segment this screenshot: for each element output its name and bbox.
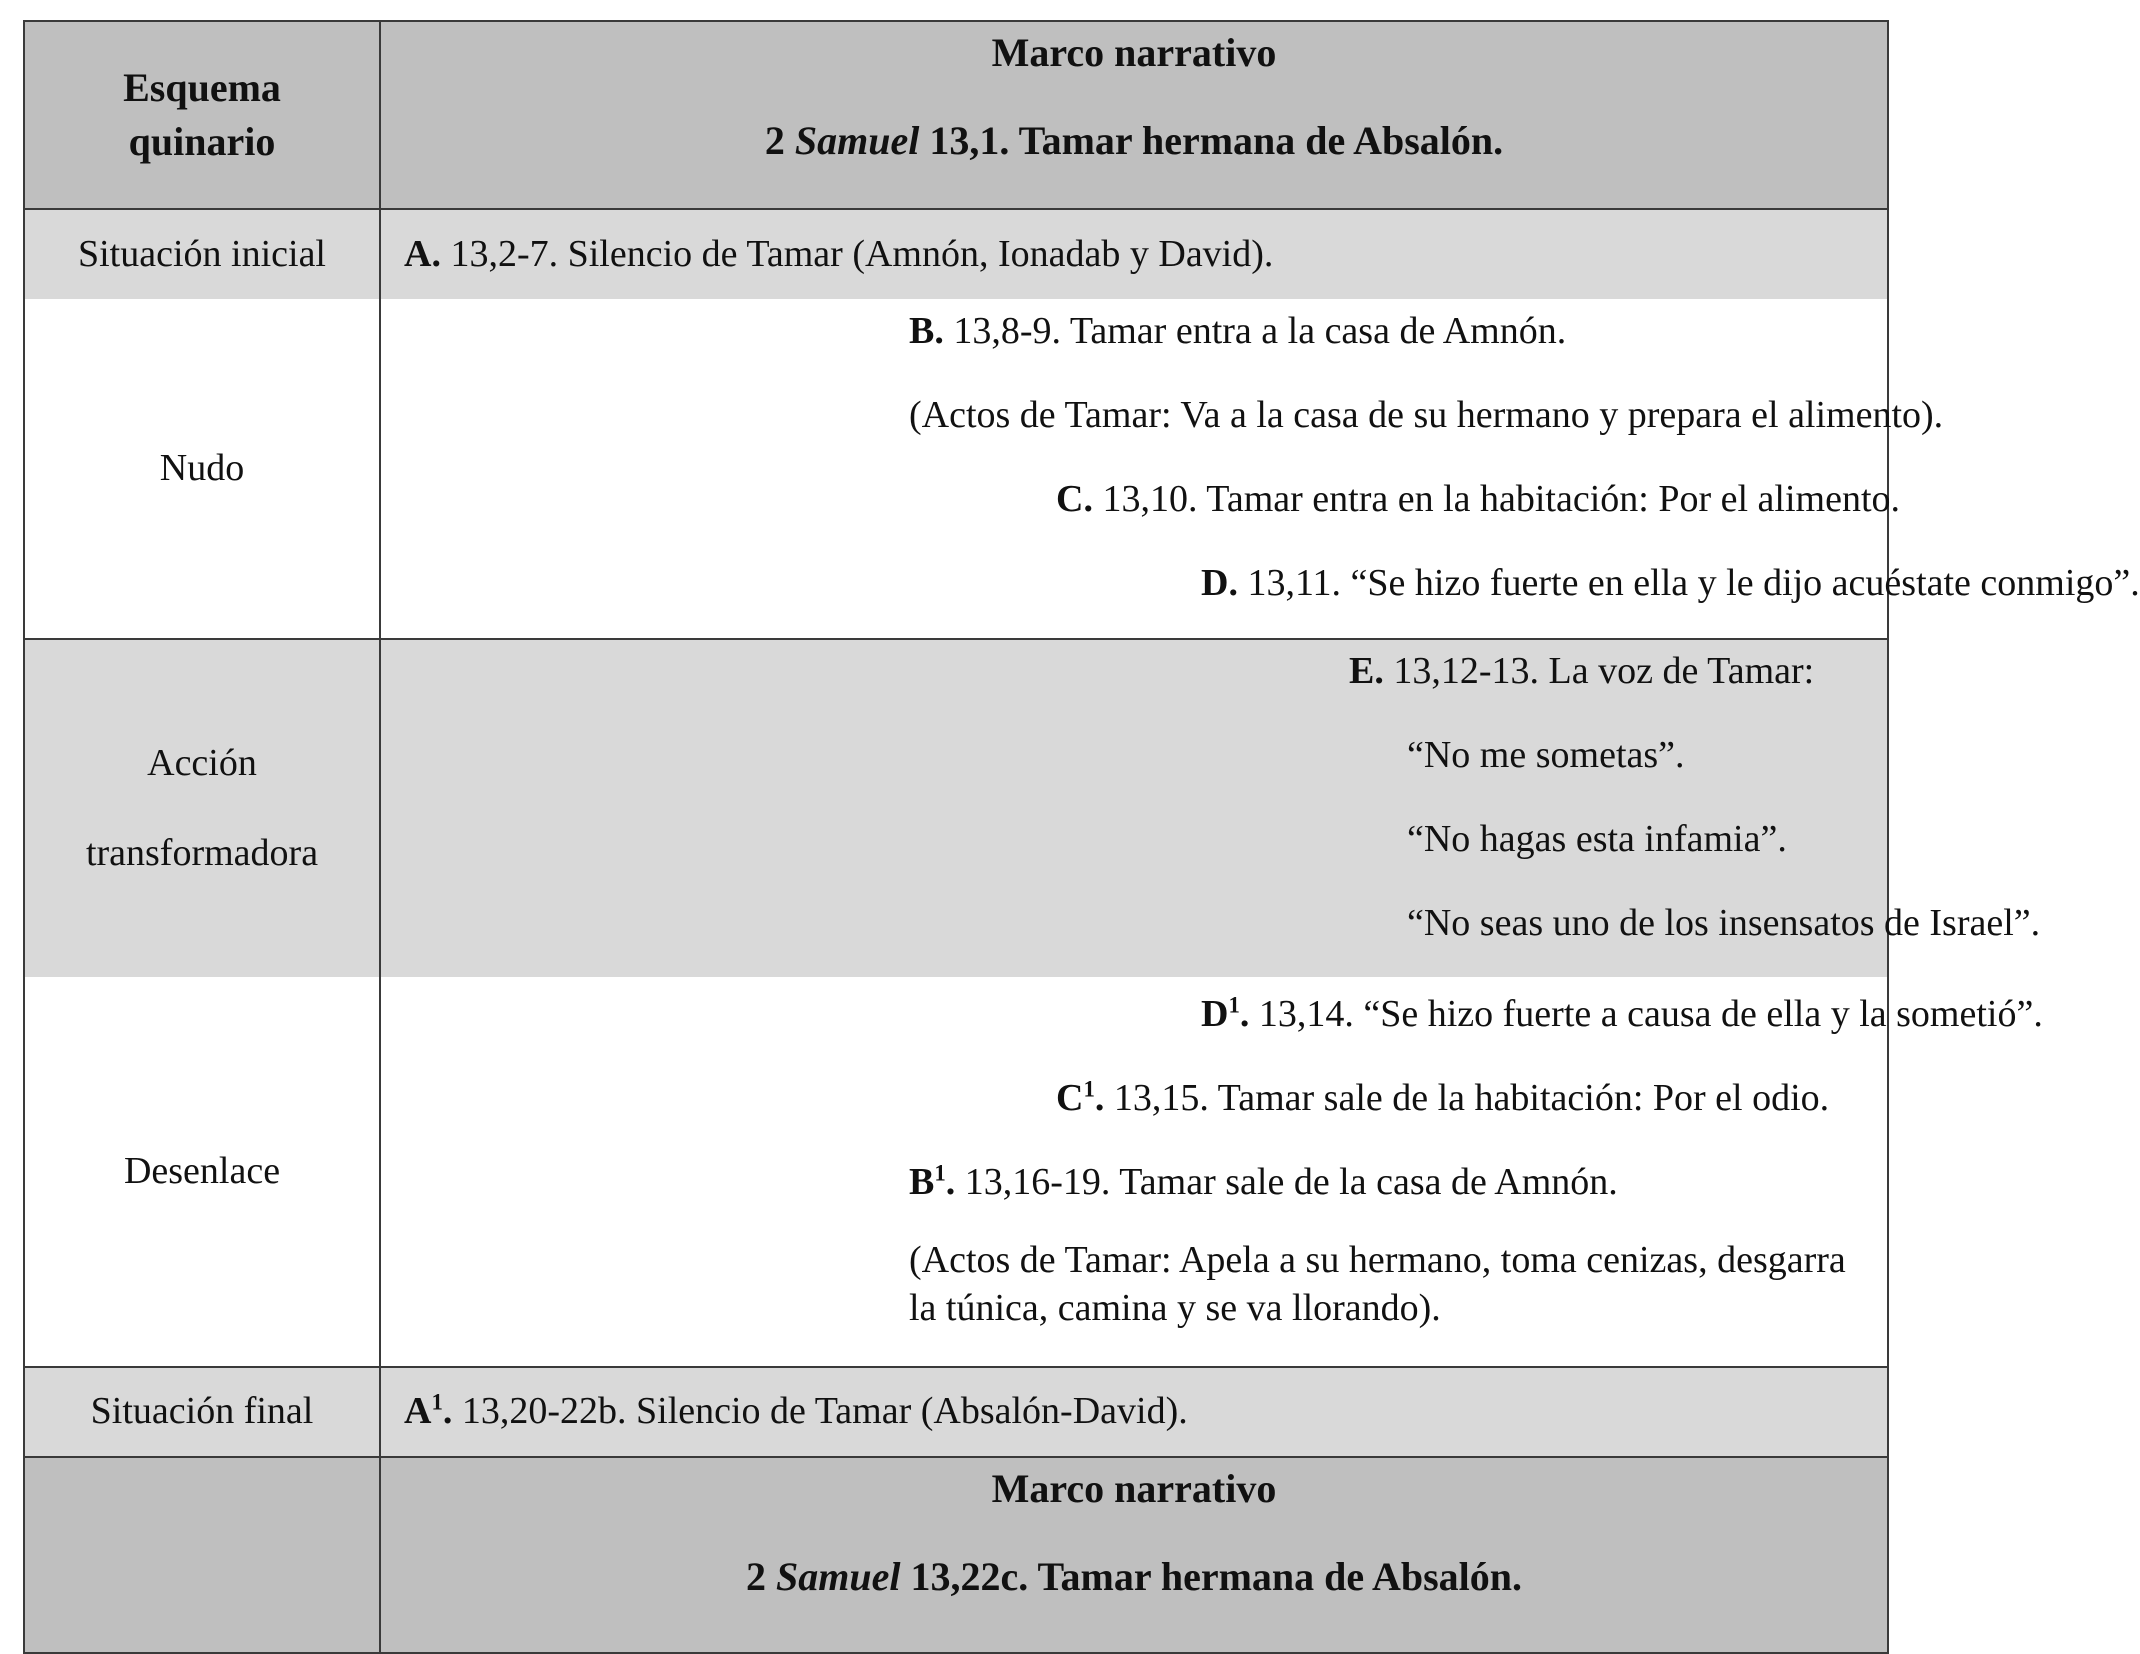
schema-column-header-text: Esquema quinario — [123, 65, 281, 164]
segment-c: C. 13,10. Tamar entra en la habitación: Por el alimento. — [1056, 477, 1901, 520]
segment-a — [380, 209, 1888, 299]
segment-text: 13,2-7. Silencio de Tamar (Amnón, Ionadab y David). — [450, 232, 1274, 275]
book-name: Samuel — [775, 1554, 901, 1599]
knot-segments — [380, 299, 2140, 639]
row-final-situation — [24, 1367, 1888, 1457]
book-name: Samuel — [794, 118, 920, 163]
footer-row — [24, 1457, 1888, 1653]
action-segments — [380, 639, 2041, 977]
stage-initial-situation: Situación inicial — [24, 209, 380, 299]
stage-knot: Nudo — [24, 299, 380, 639]
stage-outcome: Desenlace — [24, 977, 380, 1367]
segment-letter: $A^1$. — [404, 1389, 453, 1433]
quote-2: “No hagas esta infamia”. — [1407, 817, 1787, 860]
narrative-frame-label: Marco narrativo — [991, 30, 1277, 75]
segment-a1 — [380, 1367, 1888, 1457]
narrative-frame-footer-label: Marco narrativo — [991, 1466, 1277, 1511]
segment-letter: A. — [404, 232, 441, 275]
narrative-frame-footer — [380, 1457, 1888, 1653]
narrative-frame-header — [380, 21, 1888, 209]
segment-d: D. 13,11. “Se hizo fuerte en ella y le dijo acuéstate conmigo”. — [1201, 561, 2140, 604]
row-knot — [24, 299, 1888, 639]
header-row — [24, 21, 1888, 209]
outcome-segments — [380, 977, 2043, 1367]
segment-text: 13,20-22b. Silencio de Tamar (Absalón-David). — [461, 1390, 1188, 1433]
schema-column-header — [24, 21, 380, 209]
quote-3: “No seas uno de los insensatos de Israel”. — [1407, 901, 2041, 944]
narrative-frame-reference: 2 Samuel 13,1. Tamar hermana de Absalón. — [764, 118, 1504, 163]
segment-b: B. 13,8-9. Tamar entra a la casa de Amnón. — [909, 309, 1567, 352]
quote-1: “No me sometas”. — [1407, 733, 1685, 776]
segment-b-note: (Actos de Tamar: Va a la casa de su hermano y prepara el alimento). — [909, 393, 1944, 436]
segment-b1-note: (Actos de Tamar: Apela a su hermano, toma cenizas, desgarra la túnica, camina y se va llorando). — [909, 1238, 1846, 1329]
footer-empty-cell — [24, 1457, 380, 1653]
row-outcome — [24, 977, 1888, 1367]
segment-b1: $B^1$. 13,16-19. Tamar sale de la casa de Amnón. — [909, 1159, 1618, 1203]
narrative-frame-footer-reference: 2 Samuel 13,22c. Tamar hermana de Absalón. — [745, 1554, 1523, 1599]
segment-c1: $C^1$. 13,15. Tamar sale de la habitación: Por el odio. — [1056, 1075, 1830, 1119]
stage-transforming-action: Acción transformadora — [24, 639, 380, 977]
row-transforming-action — [24, 639, 1888, 977]
stage-final-situation: Situación final — [24, 1367, 380, 1457]
row-initial-situation — [24, 209, 1888, 299]
segment-d1: $D^1$. 13,14. “Se hizo fuerte a causa de ella y la sometió”. — [1201, 991, 2043, 1035]
quinary-schema-table — [23, 20, 2140, 1654]
segment-e: E. 13,12-13. La voz de Tamar: — [1349, 649, 1815, 692]
